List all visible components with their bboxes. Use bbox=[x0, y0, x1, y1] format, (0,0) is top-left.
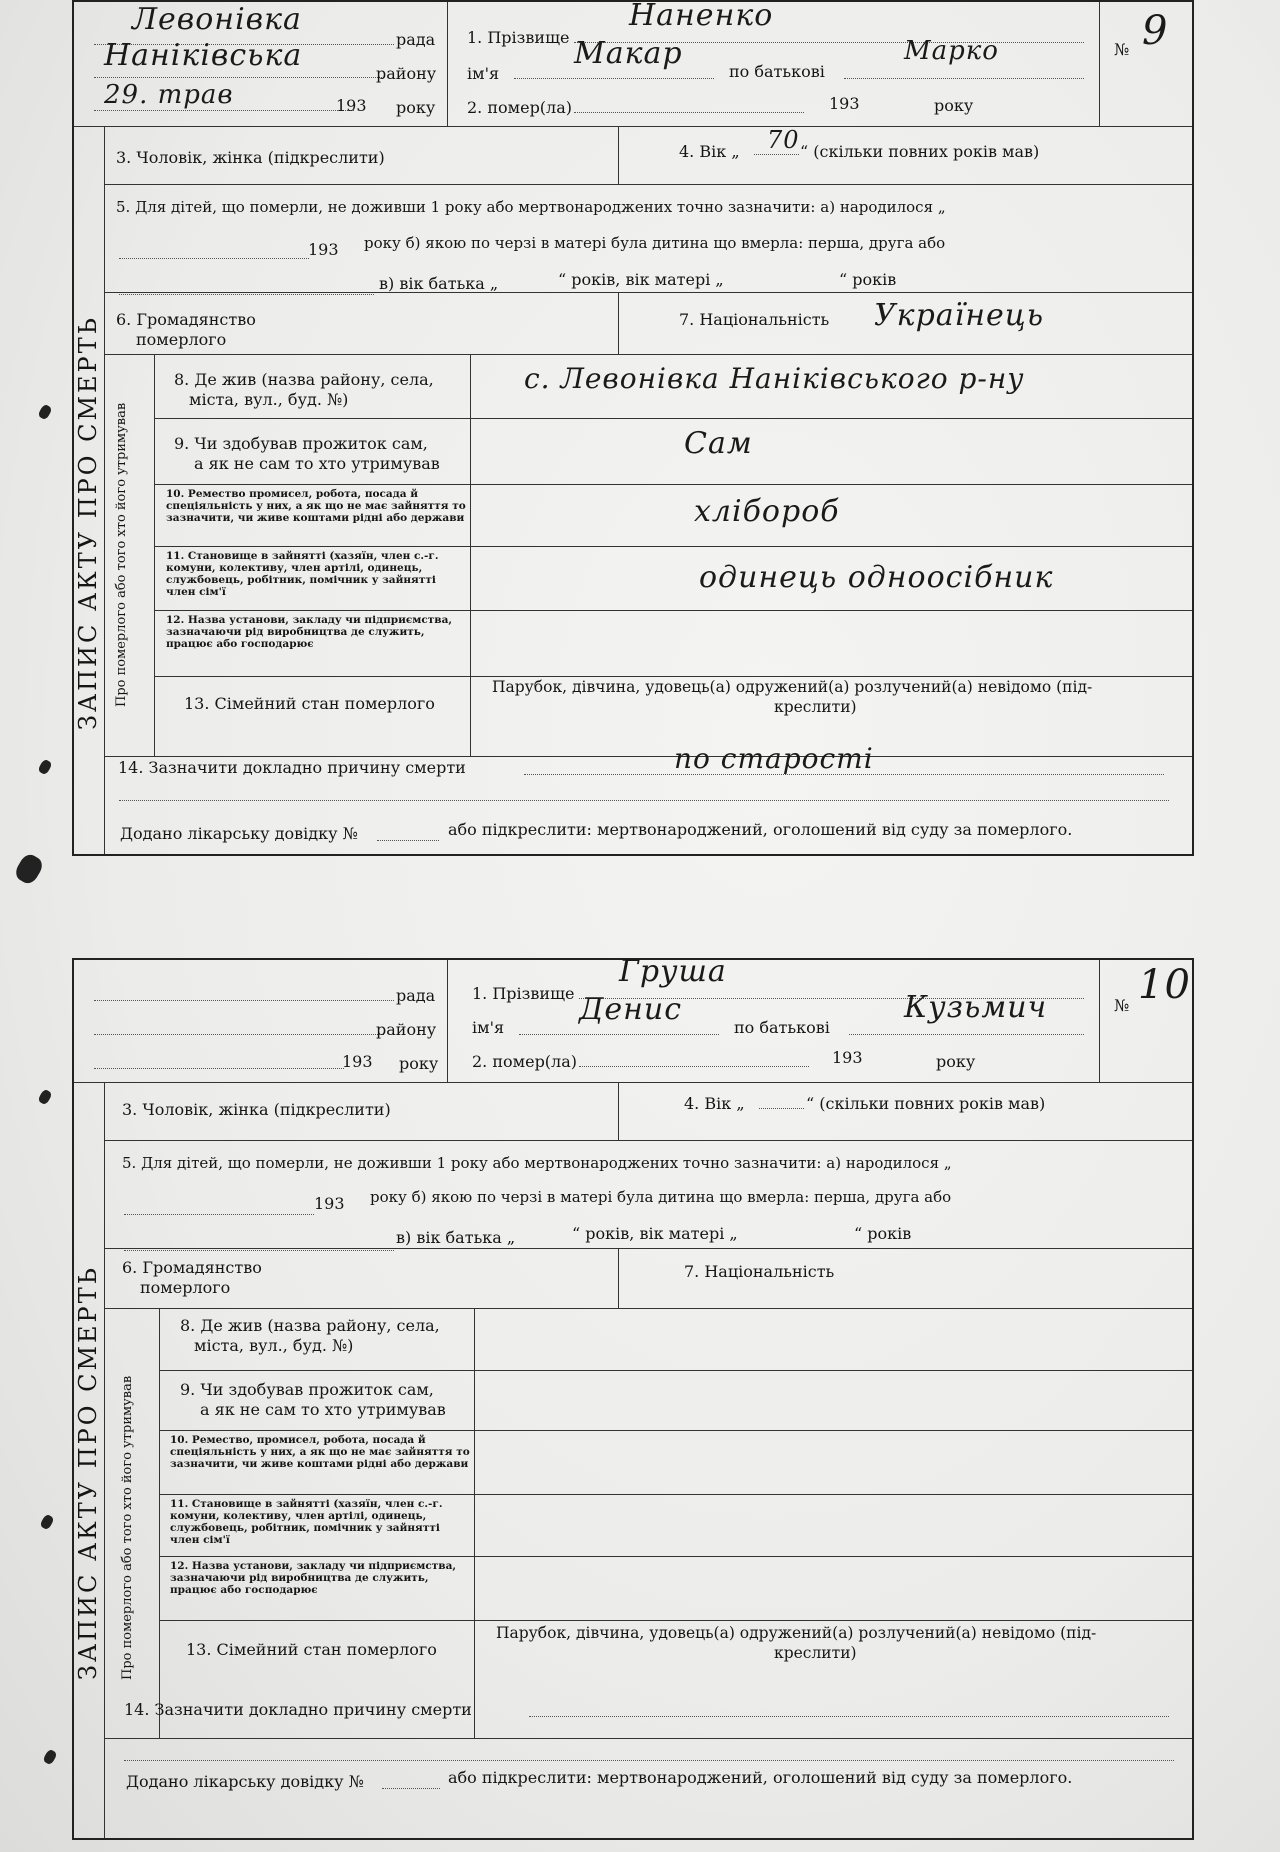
medical-certificate-label: Додано лікарську довідку № bbox=[120, 824, 358, 843]
died-year: 193 bbox=[829, 94, 860, 113]
occupation-label: 10. Ремество промисел, робота, посада й спеціяльність у них, а як що не має зайняття то зазначити, чи живе коштами рідні або держави bbox=[166, 488, 466, 524]
age-suffix: “ (скільки повних років мав) bbox=[806, 1094, 1046, 1113]
handwritten-patronymic: Марко bbox=[904, 36, 999, 66]
number-label: № bbox=[1114, 40, 1130, 59]
patronymic-label: по батькові bbox=[729, 62, 825, 81]
punch-hole bbox=[42, 1748, 58, 1765]
age-label: 4. Вік „ bbox=[684, 1094, 745, 1113]
children-year: 193 bbox=[314, 1194, 345, 1213]
handwritten-occupation: хлібороб bbox=[694, 494, 840, 529]
handwritten-nationality: Українець bbox=[874, 298, 1045, 333]
year-label: року bbox=[399, 1054, 439, 1073]
nationality-label: 7. Національність bbox=[684, 1262, 835, 1281]
handwritten-name: Макар bbox=[574, 36, 683, 71]
side-title: ЗАПИС АКТУ ПРО СМЕРТЬ bbox=[74, 1265, 102, 1680]
marital-status-options-2: креслити) bbox=[774, 698, 857, 716]
marital-status-options-2: креслити) bbox=[774, 1644, 857, 1662]
cause-of-death-label: 14. Зазначити докладно причину смерти bbox=[118, 758, 466, 777]
rayon-label: району bbox=[376, 64, 437, 83]
children-line-3b: “ років, вік матері „ bbox=[572, 1224, 738, 1243]
children-line-3a: в) вік батька „ bbox=[379, 274, 499, 293]
children-line-2: року б) якою по черзі в матері була дитина що вмерла: перша, друга або bbox=[364, 234, 946, 252]
citizenship-label: 6. Громадянство bbox=[122, 1258, 262, 1277]
livelihood-label-2: а як не сам то хто утримував bbox=[200, 1400, 446, 1419]
name-label: ім'я bbox=[467, 64, 500, 83]
surname-label: 1. Прізвище bbox=[472, 984, 575, 1003]
died-label: 2. помер(ла) bbox=[472, 1052, 577, 1071]
children-line-3c: “ років bbox=[854, 1224, 912, 1243]
handwritten-age: 70 bbox=[767, 126, 800, 154]
punch-hole bbox=[12, 851, 45, 886]
children-line-3c: “ років bbox=[839, 270, 897, 289]
handwritten-name: Денис bbox=[579, 992, 683, 1027]
children-line-3a: в) вік батька „ bbox=[396, 1228, 516, 1247]
nationality-label: 7. Національність bbox=[679, 310, 830, 329]
handwritten-surname: Груша bbox=[619, 954, 727, 989]
children-year: 193 bbox=[308, 240, 339, 259]
punch-hole bbox=[39, 1513, 55, 1530]
marital-status-label: 13. Сімейний стан померлого bbox=[184, 694, 435, 713]
death-record-form-1 bbox=[72, 0, 1194, 856]
residence-label-2: міста, вул., буд. №) bbox=[194, 1336, 354, 1355]
citizenship-label-2: померлого bbox=[140, 1278, 231, 1297]
institution-label: 12. Назва установи, закладу чи підприємства, зазначаючи рід виробництва де служить, працює або господарює bbox=[166, 614, 453, 650]
children-line-2: року б) якою по черзі в матері була дитина що вмерла: перша, друга або bbox=[370, 1188, 952, 1206]
livelihood-label-2: а як не сам то хто утримував bbox=[194, 454, 440, 473]
citizenship-label-2: померлого bbox=[136, 330, 227, 349]
punch-hole bbox=[37, 403, 53, 420]
punch-hole bbox=[37, 1088, 53, 1105]
livelihood-label: 9. Чи здобував прожиток сам, bbox=[174, 434, 428, 453]
children-line-1: 5. Для дітей, що померли, не доживши 1 року або мертвонароджених точно зазначити: а) народилося „ bbox=[116, 198, 946, 216]
handwritten-rayon: Наніківська bbox=[104, 38, 303, 73]
marital-status-options: Парубок, дівчина, удовець(а) одружений(а) розлучений(а) невідомо (під- bbox=[492, 678, 1093, 696]
punch-hole bbox=[37, 758, 53, 775]
died-year-label: року bbox=[936, 1052, 976, 1071]
side-title: ЗАПИС АКТУ ПРО СМЕРТЬ bbox=[74, 315, 102, 730]
inner-side-label: Про померлого або того хто його утримував bbox=[114, 402, 129, 707]
handwritten-surname: Наненко bbox=[629, 0, 774, 33]
rada-label: рада bbox=[396, 30, 436, 49]
rada-label: рада bbox=[396, 986, 436, 1005]
citizenship-label: 6. Громадянство bbox=[116, 310, 256, 329]
handwritten-number: 10 bbox=[1138, 962, 1191, 1008]
children-line-3b: “ років, вік матері „ bbox=[558, 270, 724, 289]
employment-status-label: 11. Становище в зайнятті (хазяїн, член с.-г. комуни, колективу, член артілі, одинець, службовець, робітник, помічник у зайнятті член сім'ї bbox=[170, 1498, 443, 1546]
children-line-1: 5. Для дітей, що померли, не доживши 1 року або мертвонароджених точно зазначити: а) народилося „ bbox=[122, 1154, 952, 1172]
year-label: року bbox=[396, 98, 436, 117]
handwritten-number: 9 bbox=[1142, 8, 1169, 54]
age-label: 4. Вік „ bbox=[679, 142, 740, 161]
patronymic-label: по батькові bbox=[734, 1018, 830, 1037]
residence-label: 8. Де жив (назва району, села, bbox=[174, 370, 434, 389]
died-year: 193 bbox=[832, 1048, 863, 1067]
marital-status-label: 13. Сімейний стан померлого bbox=[186, 1640, 437, 1659]
died-label: 2. помер(ла) bbox=[467, 98, 572, 117]
handwritten-patronymic: Кузьмич bbox=[904, 990, 1048, 1025]
died-year-label: року bbox=[934, 96, 974, 115]
handwritten-cause: по старості bbox=[674, 742, 874, 775]
handwritten-residence: с. Левонівка Наніківського р-ну bbox=[524, 362, 1025, 395]
handwritten-date: 29. трав bbox=[104, 80, 234, 110]
rayon-label: району bbox=[376, 1020, 437, 1039]
age-suffix: “ (скільки повних років мав) bbox=[800, 142, 1040, 161]
medical-certificate-label: Додано лікарську довідку № bbox=[126, 1772, 364, 1791]
handwritten-livelihood: Сам bbox=[684, 426, 753, 461]
cause-of-death-label: 14. Зазначити докладно причину смерти bbox=[124, 1700, 472, 1719]
footer-text: або підкреслити: мертвонароджений, оголошений від суду за померлого. bbox=[448, 820, 1073, 839]
institution-label: 12. Назва установи, закладу чи підприємства, зазначаючи рід виробництва де служить, працює або господарює bbox=[170, 1560, 457, 1596]
year-prefix: 193 bbox=[336, 96, 367, 115]
occupation-label: 10. Ремество, промисел, робота, посада й спеціяльність у них, а як що не має зайняття то зазначити, чи живе коштами рідні або держави bbox=[170, 1434, 470, 1470]
name-label: ім'я bbox=[472, 1018, 505, 1037]
residence-label-2: міста, вул., буд. №) bbox=[189, 390, 349, 409]
death-record-form-2 bbox=[72, 954, 1194, 1840]
surname-label: 1. Прізвище bbox=[467, 28, 570, 47]
sex-label: 3. Чоловік, жінка (підкреслити) bbox=[116, 148, 385, 167]
livelihood-label: 9. Чи здобував прожиток сам, bbox=[180, 1380, 434, 1399]
inner-side-label: Про померлого або того хто його утримував bbox=[120, 1375, 135, 1680]
employment-status-label: 11. Становище в зайнятті (хазяїн, член с.-г. комуни, колективу, член артілі, одинець, службовець, робітник, помічник у зайнятті член сім'ї bbox=[166, 550, 439, 598]
footer-text: або підкреслити: мертвонароджений, оголошений від суду за померлого. bbox=[448, 1768, 1073, 1787]
year-prefix: 193 bbox=[342, 1052, 373, 1071]
marital-status-options: Парубок, дівчина, удовець(а) одружений(а) розлучений(а) невідомо (під- bbox=[496, 1624, 1097, 1642]
handwritten-rada: Левонівка bbox=[132, 2, 302, 37]
sex-label: 3. Чоловік, жінка (підкреслити) bbox=[122, 1100, 391, 1119]
residence-label: 8. Де жив (назва району, села, bbox=[180, 1316, 440, 1335]
handwritten-employment-status: одинець одноосібник bbox=[699, 560, 1054, 595]
number-label: № bbox=[1114, 996, 1130, 1015]
